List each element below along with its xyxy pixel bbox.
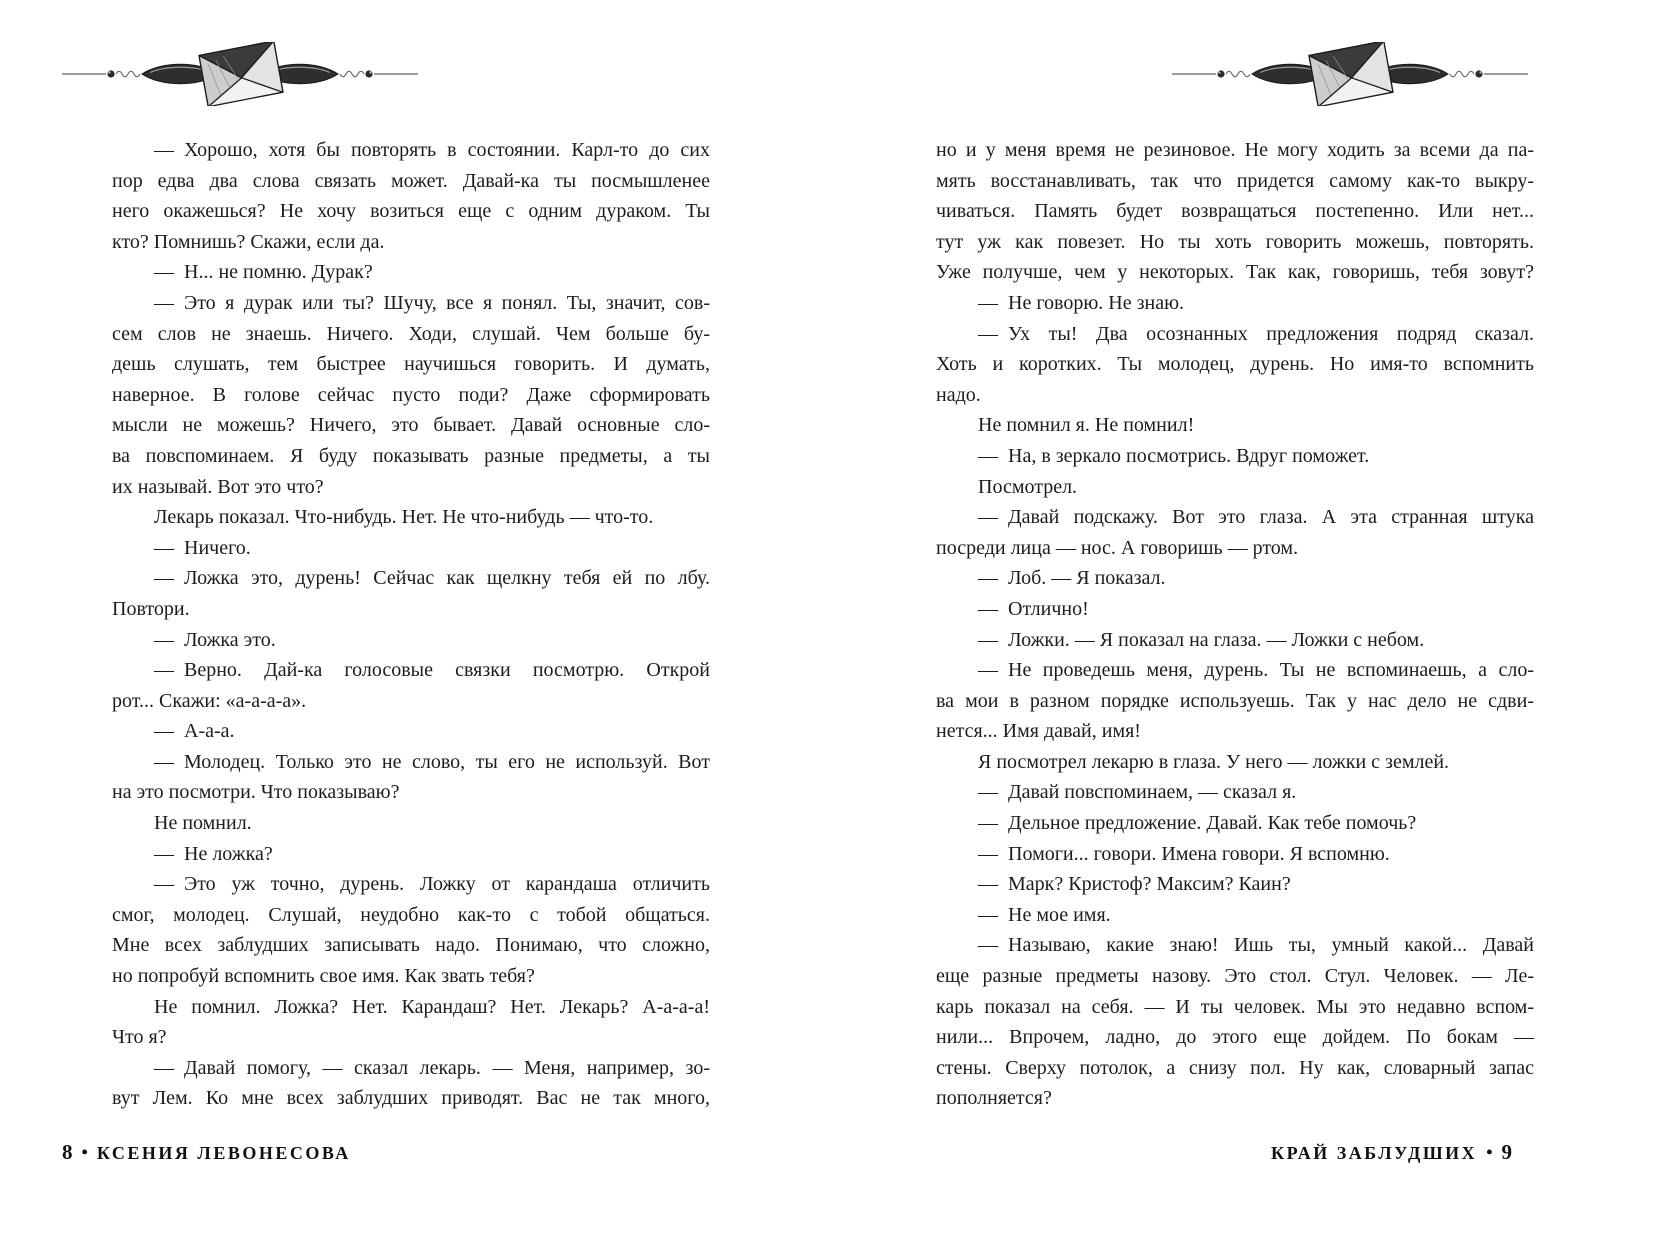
text-line: пор едва два слова связать может. Давай-ка ты посмышленее bbox=[112, 169, 710, 192]
text-line: — Марк? Кристоф? Максим? Каин? bbox=[978, 873, 1291, 896]
text-line: Посмотрел. bbox=[978, 475, 1078, 498]
text-line: карь показал на себя. — И ты человек. Мы это недавно вспом- bbox=[936, 995, 1534, 1018]
text-line: Что я? bbox=[112, 1026, 167, 1049]
chapter-ornament-icon bbox=[1170, 42, 1530, 106]
text-line: ва мои в разном порядке используешь. Так у нас дело не сдви- bbox=[936, 689, 1534, 712]
text-line: еще разные предметы назову. Это стол. Стул. Человек. — Ле- bbox=[936, 965, 1534, 988]
text-line: — Отлично! bbox=[978, 597, 1089, 620]
text-line: нили... Впрочем, ладно, до этого еще дойдем. По бокам — bbox=[936, 1026, 1534, 1049]
page-number-left: 8 bbox=[62, 1140, 73, 1164]
footer-bullet-icon: • bbox=[81, 1142, 88, 1162]
left-page-footer bbox=[62, 1140, 351, 1165]
page-number-right: 9 bbox=[1501, 1140, 1512, 1164]
text-line: Хоть и коротких. Ты молодец, дурень. Но имя-то вспомнить bbox=[936, 353, 1534, 376]
text-line: мысли не можешь? Ничего, это бывает. Давай основные сло- bbox=[112, 414, 710, 437]
text-line: — Не проведешь меня, дурень. Ты не вспоминаешь, а сло- bbox=[978, 659, 1534, 682]
text-line: ва повспоминаем. Я буду показывать разные предметы, а ты bbox=[112, 444, 710, 467]
text-line: Не помнил. Ложка? Нет. Карандаш? Нет. Лекарь? А-а-а-а! bbox=[154, 995, 710, 1018]
text-line: мять восстанавливать, так что придется самому как-то выкру- bbox=[936, 169, 1534, 192]
text-line: Лекарь показал. Что-нибудь. Нет. Не что-нибудь — что-то. bbox=[154, 506, 654, 529]
text-line: рот... Скажи: «а-а-а-а». bbox=[112, 689, 307, 712]
text-line: стены. Сверху потолок, а снизу пол. Ну как, словарный запас bbox=[936, 1056, 1534, 1079]
right-page-text bbox=[936, 135, 1534, 1114]
text-line: — Лоб. — Я показал. bbox=[978, 567, 1166, 590]
text-line: пополняется? bbox=[936, 1087, 1052, 1110]
text-line: — Это я дурак или ты? Шучу, все я понял. Ты, значит, сов- bbox=[154, 291, 710, 314]
left-page-text bbox=[112, 135, 710, 1114]
text-line: — Давай повспоминаем, — сказал я. bbox=[978, 781, 1297, 804]
chapter-ornament-icon bbox=[60, 42, 420, 106]
text-line: — Давай помогу, — сказал лекарь. — Меня, например, зо- bbox=[154, 1056, 710, 1079]
text-line: Повтори. bbox=[112, 597, 190, 620]
right-page-footer bbox=[912, 1140, 1512, 1165]
text-line: Мне всех заблудших записывать надо. Понимаю, что сложно, bbox=[112, 934, 710, 957]
text-line: — Хорошо, хотя бы повторять в состоянии. Карл-то до сих bbox=[154, 139, 710, 161]
text-line: тут уж как повезет. Но ты хоть говорить можешь, повторять. bbox=[936, 230, 1534, 253]
text-line: него окажешься? Не хочу возиться еще с одним дураком. Ты bbox=[112, 200, 710, 223]
text-line: — Ложка это. bbox=[154, 628, 276, 651]
text-line: — Давай подскажу. Вот это глаза. А эта странная штука bbox=[978, 506, 1534, 529]
text-line: — Верно. Дай-ка голосовые связки посмотрю. Открой bbox=[154, 659, 710, 682]
text-line: вут Лем. Ко мне всех заблудших приводят. Вас не так много, bbox=[112, 1087, 710, 1110]
text-line: наверное. В голове сейчас пусто поди? Даже сформировать bbox=[112, 383, 710, 406]
text-line: сем слов не знаешь. Ничего. Ходи, слушай. Чем больше бу- bbox=[112, 322, 710, 345]
footer-bullet-icon: • bbox=[1486, 1142, 1493, 1162]
text-line: — Ух ты! Два осознанных предложения подряд сказал. bbox=[978, 322, 1534, 345]
text-line: — Дельное предложение. Давай. Как тебе помочь? bbox=[978, 812, 1417, 835]
text-line: но и у меня время не резиновое. Не могу ходить за всеми да па- bbox=[936, 139, 1534, 161]
text-line: смог, молодец. Слушай, неудобно как-то с тобой общаться. bbox=[112, 903, 710, 926]
text-line: Уже получше, чем у некоторых. Так как, говоришь, тебя зовут? bbox=[936, 261, 1534, 284]
text-line: — Помоги... говори. Имена говори. Я вспомню. bbox=[978, 842, 1390, 865]
text-line: но попробуй вспомнить свое имя. Как звать тебя? bbox=[112, 965, 535, 988]
text-line: — Н... не помню. Дурак? bbox=[154, 261, 373, 284]
text-line: Не помнил я. Не помнил! bbox=[978, 414, 1195, 437]
text-line: — Не мое имя. bbox=[978, 903, 1111, 926]
text-line: Я посмотрел лекарю в глаза. У него — ложки с землей. bbox=[978, 750, 1450, 773]
book-running-title: КРАЙ ЗАБЛУДШИХ bbox=[1271, 1143, 1478, 1163]
text-line: нется... Имя давай, имя! bbox=[936, 720, 1141, 743]
text-line: дешь слушать, тем быстрее научишься говорить. И думать, bbox=[112, 353, 710, 376]
text-line: надо. bbox=[936, 383, 981, 406]
text-line: на это посмотри. Что показываю? bbox=[112, 781, 400, 804]
text-line: — На, в зеркало посмотрись. Вдруг поможет. bbox=[978, 444, 1370, 467]
text-line: — Называю, какие знаю! Ишь ты, умный какой... Давай bbox=[978, 934, 1534, 957]
text-line: — Не говорю. Не знаю. bbox=[978, 291, 1185, 314]
text-line: кто? Помнишь? Скажи, если да. bbox=[112, 230, 385, 253]
text-line: — Молодец. Только это не слово, ты его не используй. Вот bbox=[154, 750, 710, 773]
text-line: — Ложка это, дурень! Сейчас как щелкну тебя ей по лбу. bbox=[154, 567, 710, 590]
text-line: — А-а-а. bbox=[154, 720, 235, 743]
author-running-title: КСЕНИЯ ЛЕВОНЕСОВА bbox=[96, 1143, 351, 1163]
text-line: их называй. Вот это что? bbox=[112, 475, 324, 498]
text-line: — Ничего. bbox=[154, 536, 251, 559]
text-line: чиваться. Память будет возвращаться постепенно. Или нет... bbox=[936, 200, 1534, 223]
text-line: — Это уж точно, дурень. Ложку от карандаша отличить bbox=[154, 873, 710, 896]
text-line: посреди лица — нос. А говоришь — ртом. bbox=[936, 536, 1299, 559]
text-line: — Не ложка? bbox=[154, 842, 273, 865]
text-line: — Ложки. — Я показал на глаза. — Ложки с небом. bbox=[978, 628, 1425, 651]
text-line: Не помнил. bbox=[154, 812, 252, 835]
